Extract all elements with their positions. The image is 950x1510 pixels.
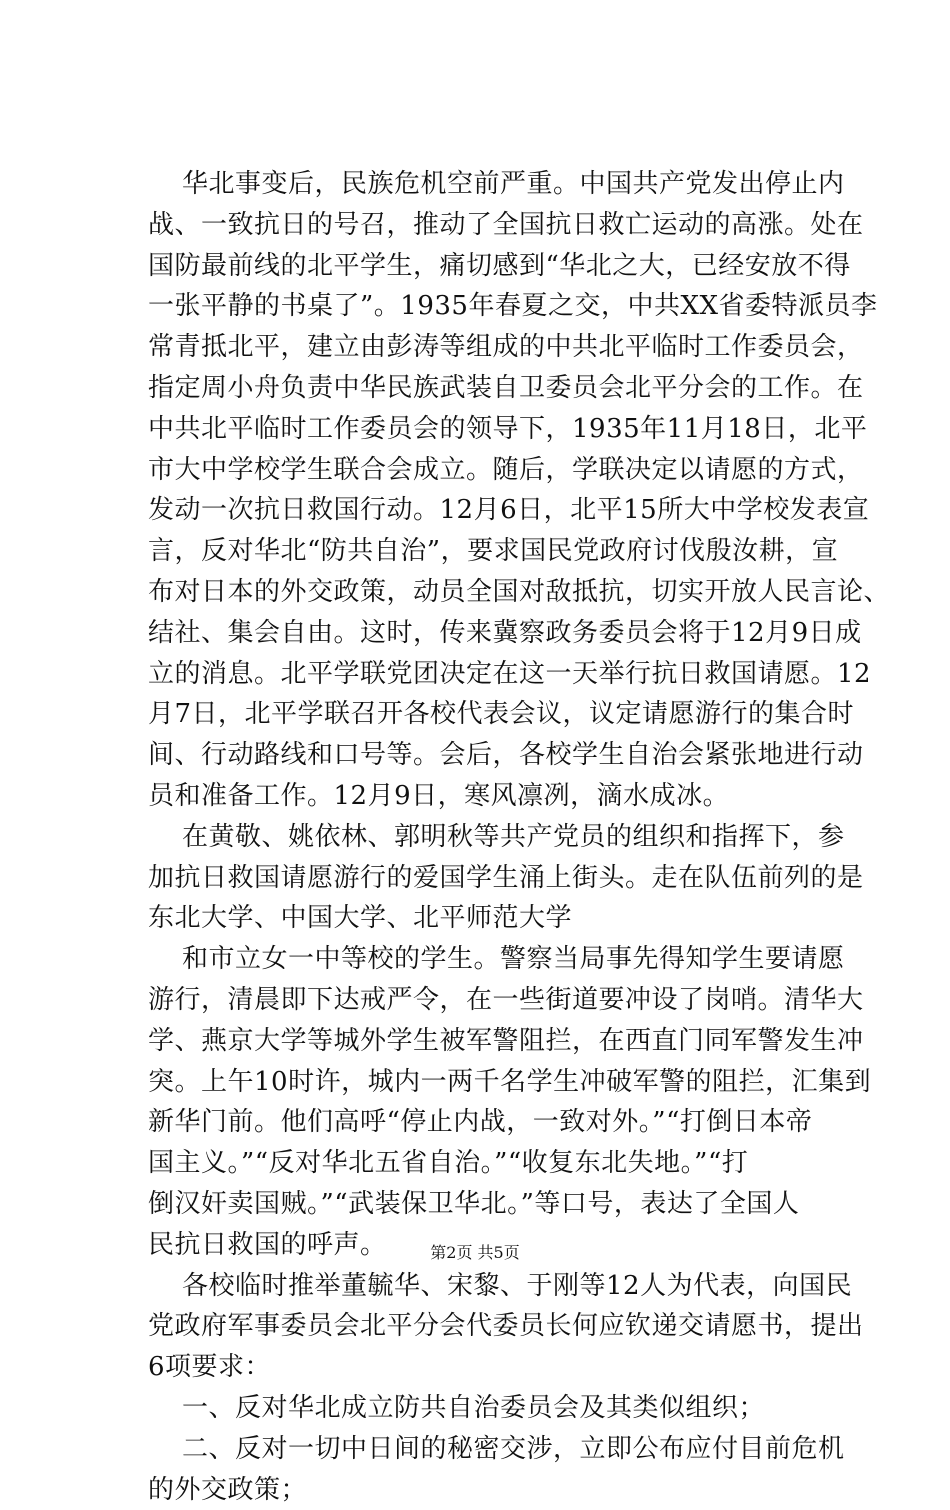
text-line: 中共北平临时工作委员会的领导下，1935年11月18日，北平: [148, 409, 828, 450]
text-line: 立的消息。北平学联党团决定在这一天举行抗日救国请愿。12: [148, 654, 828, 695]
text-line: 指定周小舟负责中华民族武装自卫委员会北平分会的工作。在: [148, 368, 828, 409]
text-line: 倒汉奸卖国贼。”“武装保卫华北。”等口号，表达了全国人: [148, 1184, 828, 1225]
document-body: [148, 164, 828, 1510]
text-line: 和市立女一中等校的学生。警察当局事先得知学生要请愿: [148, 939, 828, 980]
text-line: 民抗日救国的呼声。: [148, 1225, 828, 1266]
text-line: 员和准备工作。12月9日，寒风凛冽，滴水成冰。: [148, 776, 828, 817]
text-line: 6项要求：: [148, 1347, 828, 1388]
page-number: 第2页 共5页: [430, 1243, 519, 1262]
text-line: 游行，清晨即下达戒严令，在一些街道要冲设了岗哨。清华大: [148, 980, 828, 1021]
text-line: 布对日本的外交政策，动员全国对敌抵抗，切实开放人民言论、: [148, 572, 828, 613]
text-line: 发动一次抗日救国行动。12月6日，北平15所大中学校发表宣: [148, 490, 828, 531]
text-line: 常青抵北平，建立由彭涛等组成的中共北平临时工作委员会，: [148, 327, 828, 368]
text-line: 国主义。”“反对华北五省自治。”“收复东北失地。”“打: [148, 1143, 828, 1184]
text-line: 各校临时推举董毓华、宋黎、于刚等12人为代表，向国民: [148, 1266, 828, 1307]
text-line: 一张平静的书桌了”。1935年春夏之交，中共XX省委特派员李: [148, 286, 828, 327]
text-line: 华北事变后，民族危机空前严重。中国共产党发出停止内: [148, 164, 828, 205]
text-line: 言，反对华北“防共自治”，要求国民党政府讨伐殷汝耕，宣: [148, 531, 828, 572]
text-line: 突。上午10时许，城内一两千名学生冲破军警的阻拦，汇集到: [148, 1062, 828, 1103]
text-line: 加抗日救国请愿游行的爱国学生涌上街头。走在队伍前列的是: [148, 858, 828, 899]
text-line: 国防最前线的北平学生，痛切感到“华北之大，已经安放不得: [148, 246, 828, 287]
text-line: 党政府军事委员会北平分会代委员长何应钦递交请愿书，提出: [148, 1306, 828, 1347]
text-line: 战、一致抗日的号召，推动了全国抗日救亡运动的高涨。处在: [148, 205, 828, 246]
text-line: 二、反对一切中日间的秘密交涉，立即公布应付目前危机: [148, 1429, 828, 1470]
text-line: 的外交政策；: [148, 1470, 828, 1510]
text-line: 新华门前。他们高呼“停止内战，一致对外。”“打倒日本帝: [148, 1102, 828, 1143]
text-line: 东北大学、中国大学、北平师范大学: [148, 898, 828, 939]
page-footer: [0, 1243, 950, 1263]
text-line: 在黄敬、姚依林、郭明秋等共产党员的组织和指挥下，参: [148, 817, 828, 858]
text-line: 结社、集会自由。这时，传来冀察政务委员会将于12月9日成: [148, 613, 828, 654]
text-line: 月7日，北平学联召开各校代表会议，议定请愿游行的集合时: [148, 694, 828, 735]
text-line: 间、行动路线和口号等。会后，各校学生自治会紧张地进行动: [148, 735, 828, 776]
text-line: 一、反对华北成立防共自治委员会及其类似组织；: [148, 1388, 828, 1429]
text-line: 学、燕京大学等城外学生被军警阻拦，在西直门同军警发生冲: [148, 1021, 828, 1062]
text-line: 市大中学校学生联合会成立。随后，学联决定以请愿的方式，: [148, 450, 828, 491]
